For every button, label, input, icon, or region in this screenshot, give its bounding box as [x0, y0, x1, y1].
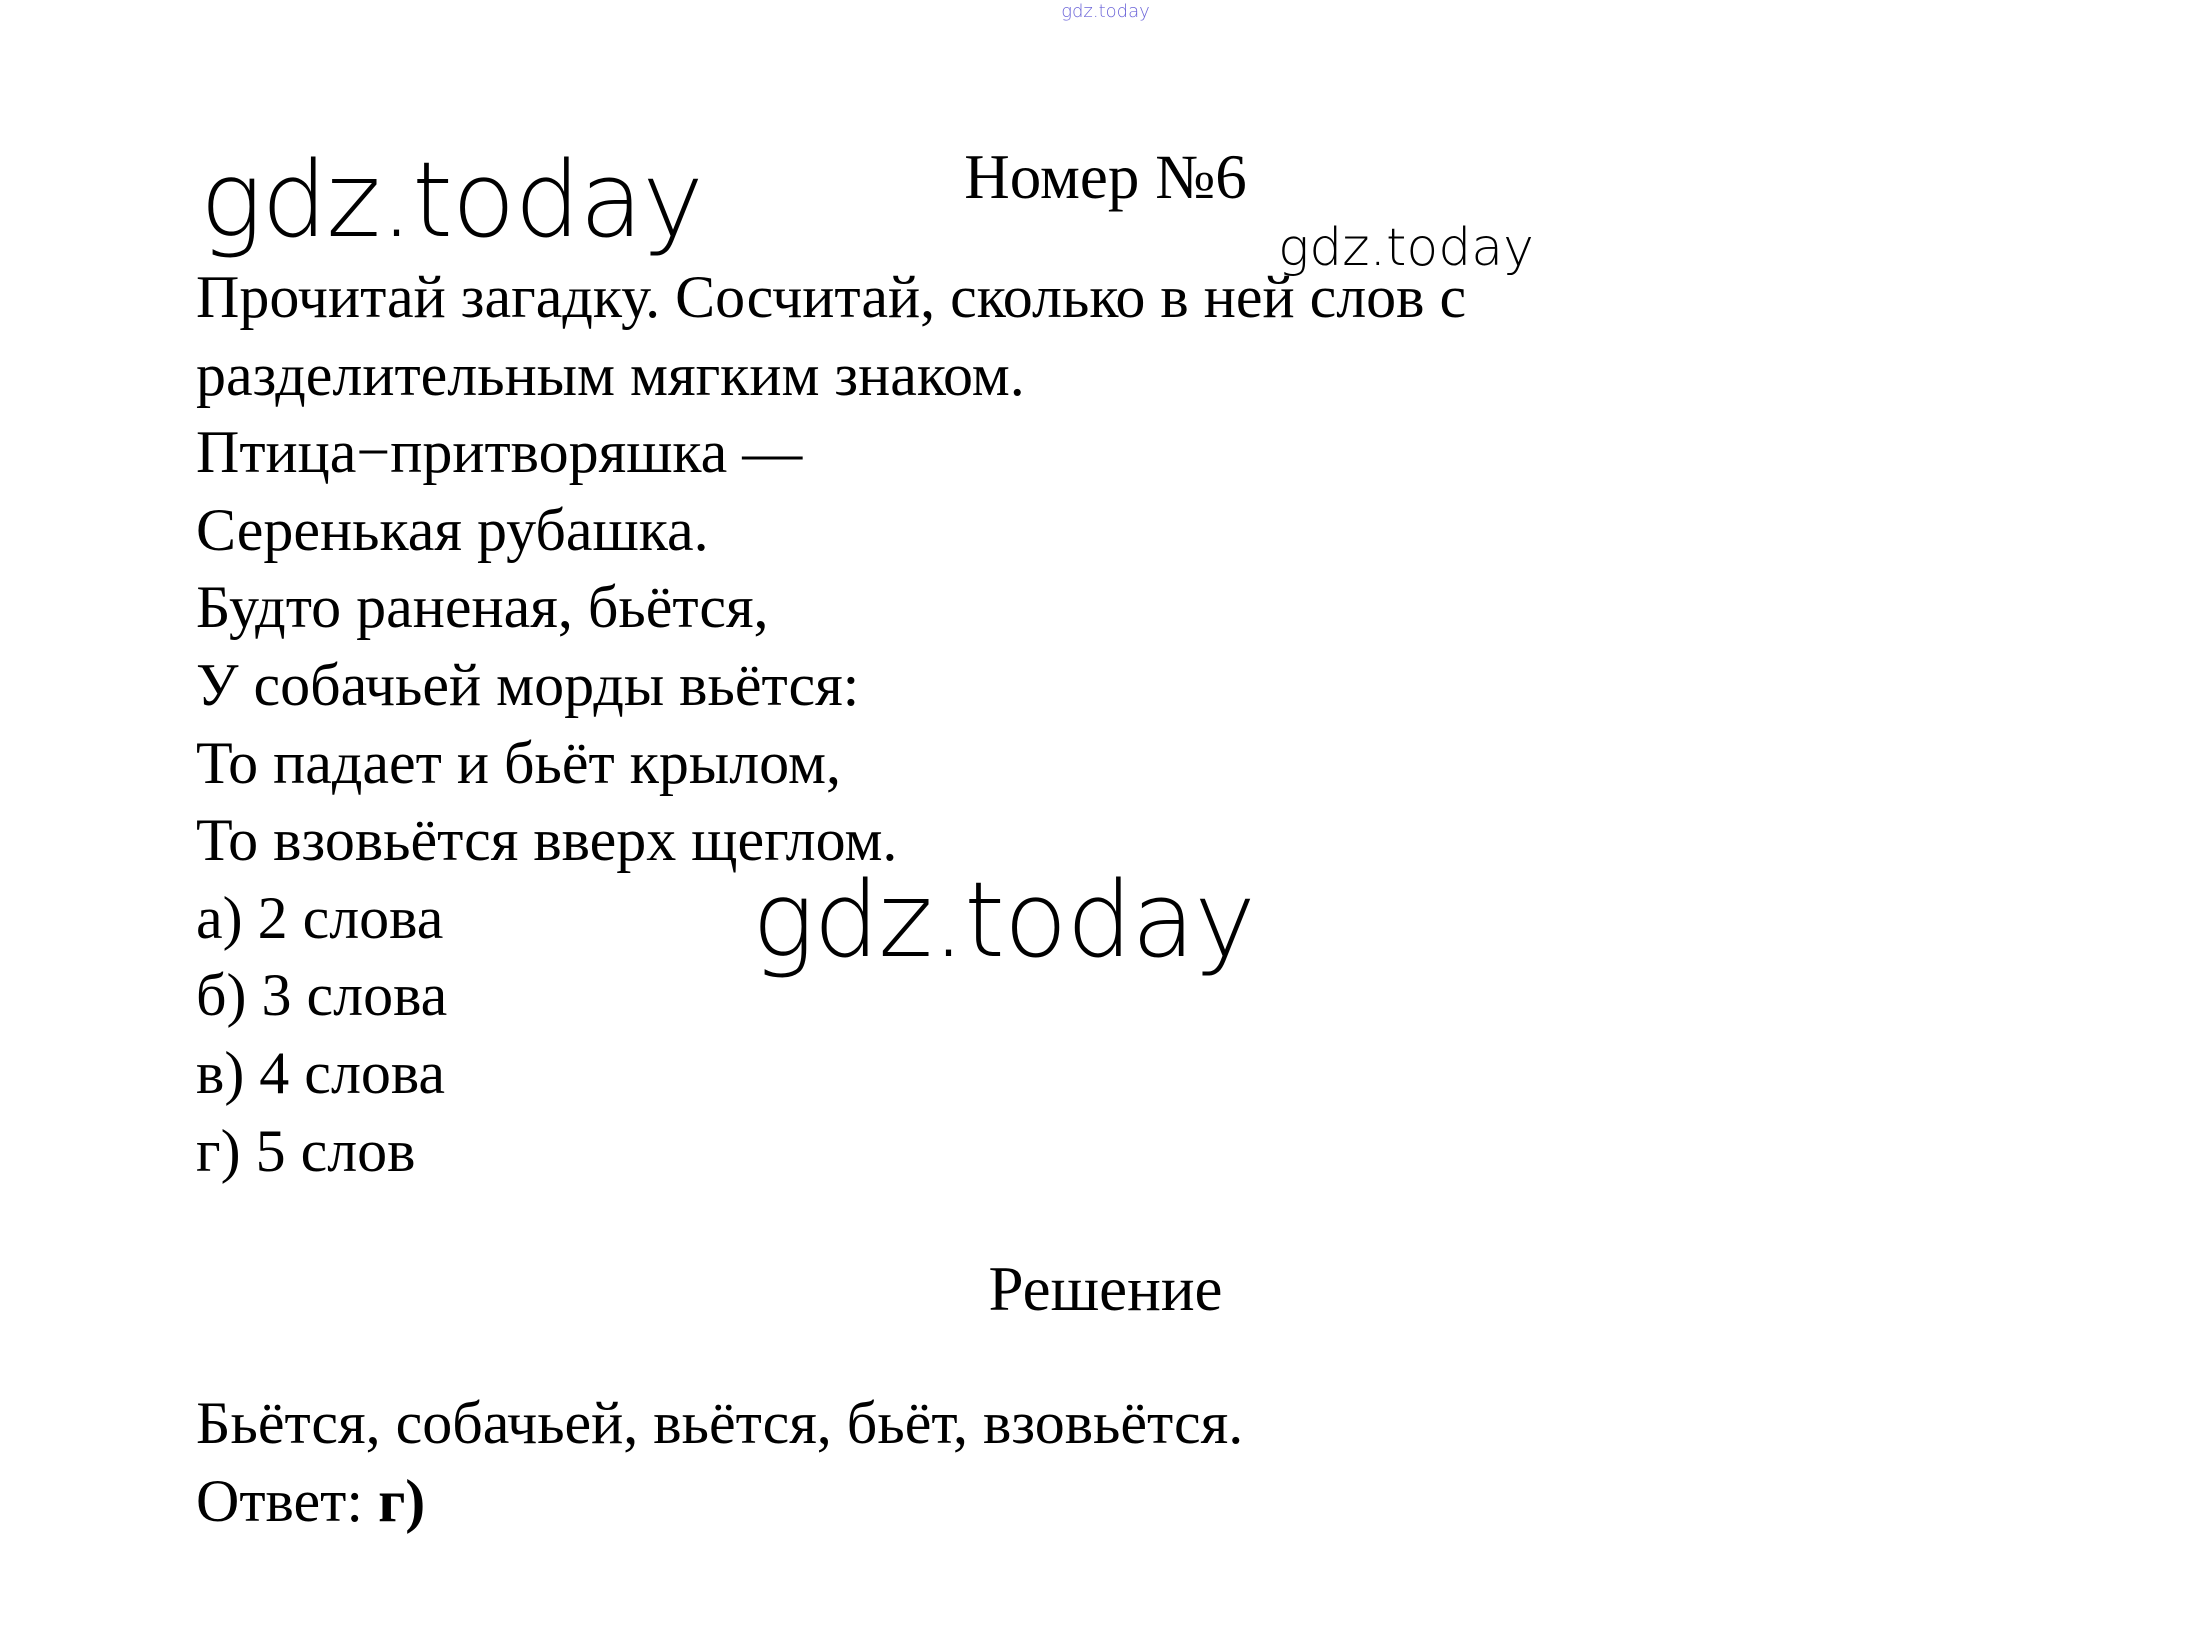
- task-body: [196, 259, 1466, 1190]
- riddle-line: То падает и бьёт крылом,: [196, 729, 841, 796]
- page-title: Номер №6: [964, 142, 1247, 212]
- answer-option: в) 4 слова: [196, 1039, 446, 1106]
- watermark-middle: gdz.today: [752, 859, 1255, 981]
- riddle-line: Птица−притворяшка —: [196, 419, 803, 486]
- answer-line: [196, 1463, 1243, 1541]
- instruction-line: разделительным мягким знаком.: [196, 341, 1025, 408]
- riddle-line: Серенькая рубашка.: [196, 496, 709, 563]
- riddle-line: То взовьётся вверх щеглом.: [196, 807, 898, 874]
- answer-option: б) 3 слова: [196, 962, 448, 1029]
- answer-value: г): [378, 1467, 426, 1534]
- solution-body: [196, 1385, 1243, 1540]
- watermark-top: gdz.today: [1061, 1, 1150, 22]
- watermark-large: gdz.today: [200, 139, 703, 261]
- watermark-small: gdz.today: [1278, 218, 1534, 278]
- instruction-line: Прочитай загадку. Сосчитай, сколько в ней слов с: [196, 264, 1467, 330]
- riddle-line: Будто раненая, бьётся,: [196, 574, 769, 641]
- riddle-line: У собачьей морды вьётся:: [196, 651, 860, 718]
- answer-option: а) 2 слова: [196, 884, 444, 951]
- solution-words: Бьётся, собачьей, вьётся, бьёт, взовьётся.: [196, 1390, 1244, 1456]
- solution-heading: Решение: [988, 1254, 1223, 1324]
- answer-label: Ответ:: [196, 1467, 379, 1534]
- answer-option: г) 5 слов: [196, 1117, 416, 1184]
